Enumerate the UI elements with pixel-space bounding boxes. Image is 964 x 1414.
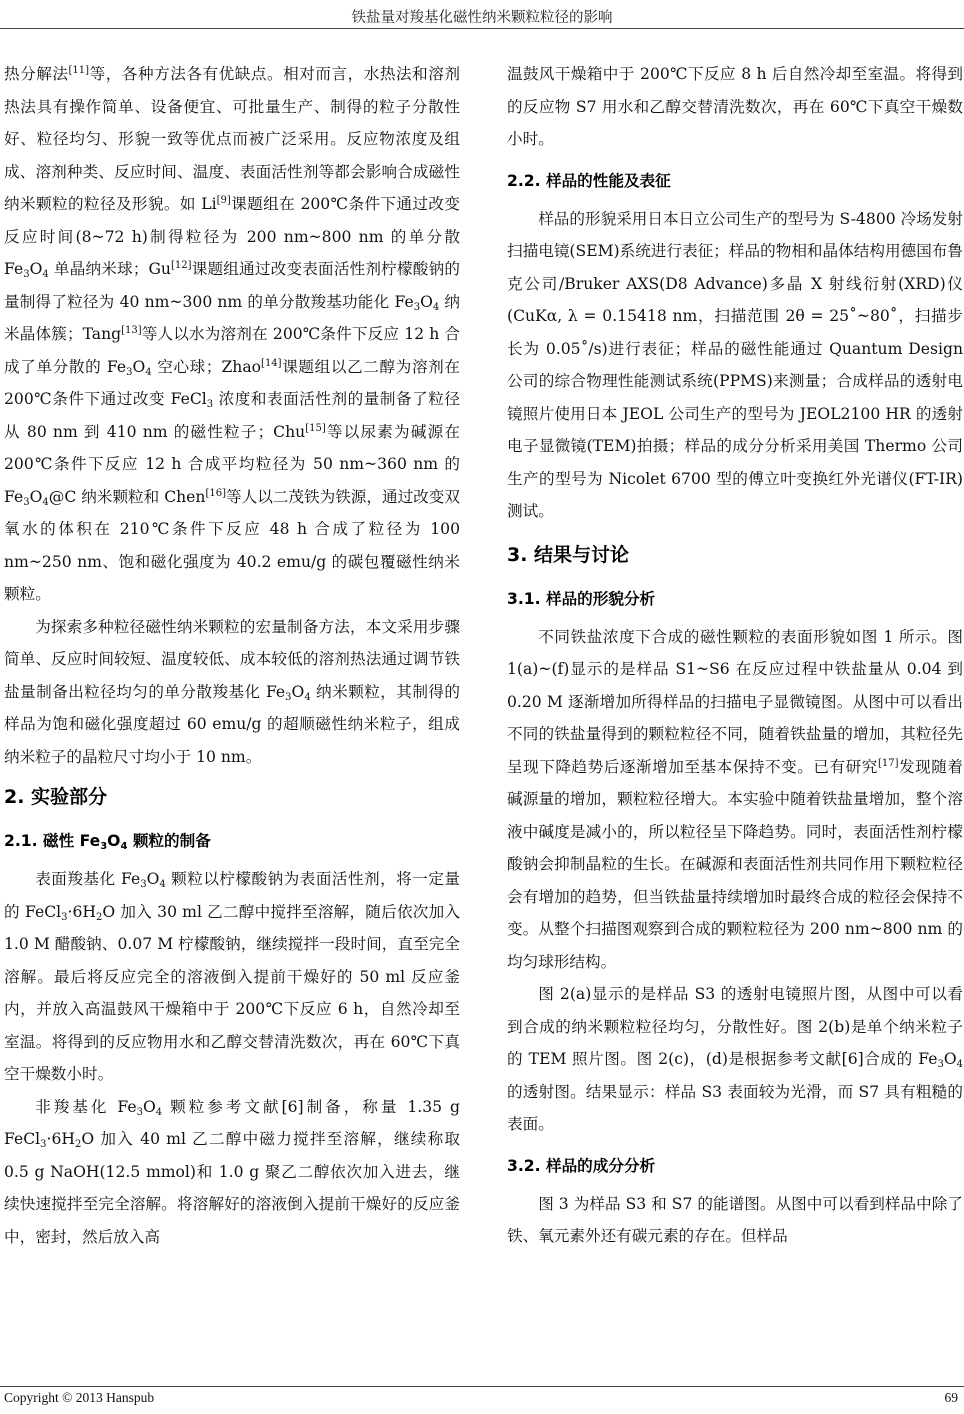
left-column bbox=[4, 58, 460, 1253]
paragraph-carboxylated-synthesis: 表面羧基化 $Fe_3O_4$ 颗粒以柠檬酸钠为表面活性剂，将一定量的 $FeCl_3\cdot 6H_2O$ 加入 30 ml 乙二醇中搅拌至溶解，随后依次加入 1.0 M 醋酸钠、0.07 M 柠檬酸钠，继续搅拌一段时间，直至完全溶解。最后将反应完全的溶液倒入提前干燥好的 50 ml 反应釜内，并放入高温鼓风干燥箱中于 200℃下反应 6 h，自然冷却至室温。将得到的反应物用水和乙醇交替清洗数次，再在 60℃下真空干燥数小时。 bbox=[4, 870, 460, 1083]
page-number: 69 bbox=[944, 1390, 958, 1405]
subsection-heading-morphology: 3.1. 样品的形貌分析 bbox=[507, 589, 656, 608]
footer-divider bbox=[0, 1386, 964, 1387]
subsection-heading-composition: 3.2. 样品的成分分析 bbox=[507, 1156, 656, 1175]
paragraph-characterization: 样品的形貌采用日本日立公司生产的型号为 S-4800 冷场发射扫描电镜(SEM)系统进行表征；样品的物相和晶体结构用德国布鲁克公司/Bruker AXS(D8 Advance)多晶 X 射线衍射(XRD)仪(CuKα, λ = 0.15418 nm，扫描范围 2θ = 25˚~80˚，扫描步长为 0.05˚/s)进行表征；样品的磁性能通过 Quantum Design 公司的综合物理性能测试系统(PPMS)来测量；合成样品的透射电镜照片使用日本 JEOL 公司生产的型号为 JEOL2100 HR 的透射电子显微镜(TEM)拍摄；样品的成分分析采用美国 Thermo 公司生产的型号为 Nicolet 6700 型的傅立叶变换红外光谱仪(FT-IR)测试。 bbox=[507, 209, 963, 520]
right-column bbox=[507, 58, 963, 1253]
section-heading-experiment: 2. 实验部分 bbox=[4, 786, 108, 808]
paragraph-synthesis-continued: 温鼓风干燥箱中于 200℃下反应 8 h 后自然冷却至室温。将得到的反应物 S7 用水和乙醇交替清洗数次，再在 60℃下真空干燥数小时。 bbox=[507, 65, 963, 148]
paragraph-intro-methods: 热分解法[11]等，各种方法各有优缺点。相对而言，水热法和溶剂热法具有操作简单、设备便宜、可批量生产、制得的粒子分散性好、粒径均匀、形貌一致等优点而被广泛采用。反应物浓度及组成、溶剂种类、反应时间、温度、表面活性剂等都会影响合成磁性纳米颗粒的粒径及形貌。如 Li[9]课题组在 200℃条件下通过改变反应时间(8~72 h)制得粒径为 200 nm~800 nm 的单分散 $Fe_3O_4$ 单晶纳米球；Gu[12]课题组通过改变表面活性剂柠檬酸钠的量制得了粒径为 40 nm~300 nm 的单分散羧基功能化 $Fe_3O_4$ 纳米晶体簇；Tang[13]等人以水为溶剂在 200℃条件下反应 12 h 合成了单分散的 $Fe_3O_4$ 空心球；Zhao[14]课题组以乙二醇为溶剂在 200℃条件下通过改变 FeCl$_3$ 浓度和表面活性剂的量制备了粒径从 80 nm 到 410 nm 的磁性粒子；Chu[15]等以尿素为碱源在 200℃条件下反应 12 h 合成平均粒径为 50 nm~360 nm 的 $Fe_3O_4@C$ 纳米颗粒和 Chen[16]等人以二茂铁为铁源，通过改变双氧水的体积在 210℃条件下反应 48 h 合成了粒径为 100 nm~250 nm、饱和磁化强度为 40.2 emu/g 的碳包覆磁性纳米颗粒。 bbox=[4, 65, 460, 603]
paragraph-purpose: 为探索多种粒径磁性纳米颗粒的宏量制备方法，本文采用步骤简单、反应时间较短、温度较低、成本较低的溶剂热法通过调节铁盐量制备出粒径均匀的单分散羧基化 $Fe_3O_4$ 纳米颗粒，其制得的样品为饱和磁化强度超过 60 emu/g 的超顺磁性纳米粒子，组成纳米粒子的晶粒尺寸均小于 10 nm。 bbox=[4, 617, 460, 766]
paragraph-morphology-sem: 不同铁盐浓度下合成的磁性颗粒的表面形貌如图 1 所示。图 1(a)~(f)显示的是样品 S1~S6 在反应过程中铁盐量从 0.04 到 0.20 M 逐渐增加所得样品的扫描电子显微镜图。从图中可以看出不同的铁盐量得到的颗粒粒径不同，随着铁盐量的增加，其粒径先呈现下降趋势后逐渐增加至基本保持不变。已有研究[17]发现随着碱源量的增加，颗粒粒径增大。本实验中随着铁盐量增加，整个溶液中碱度是减小的，所以粒径呈下降趋势。同时，表面活性剂柠檬酸钠会抑制晶粒的生长。在碱源和表面活性剂共同作用下颗粒粒径会有增加的趋势，但当铁盐量持续增加时最终合成的粒径会保持不变。从整个扫描图观察到合成的颗粒粒径为 200 nm~800 nm 的均匀球形结构。 bbox=[507, 627, 963, 971]
section-heading-results: 3. 结果与讨论 bbox=[507, 543, 630, 566]
subsection-heading-characterization: 2.2. 样品的性能及表征 bbox=[507, 171, 671, 190]
paragraph-composition: 图 3 为样品 S3 和 S7 的能谱图。从图中可以看到样品中除了铁、氧元素外还有碳元素的存在。但样品 bbox=[507, 1194, 963, 1245]
running-header: 铁盐量对羧基化磁性纳米颗粒粒径的影响 bbox=[351, 10, 613, 26]
paragraph-non-carboxylated-synthesis: 非羧基化 $Fe_3O_4$ 颗粒参考文献[6]制备，称量 1.35 g $FeCl_3\cdot 6H_2O$ 加入 40 ml 乙二醇中磁力搅拌至溶解，继续称取 0.5 g NaOH(12.5 mmol)和 1.0 g 聚乙二醇依次加入进去，继续快速搅拌至完全溶解。将溶解好的溶液倒入提前干燥好的反应釜中，密封，然后放入高 bbox=[4, 1097, 460, 1246]
paragraph-morphology-tem: 图 2(a)显示的是样品 S3 的透射电镜照片图，从图中可以看到合成的纳米颗粒粒径均匀，分散性好。图 2(b)是单个纳米粒子的 TEM 照片图。图 2(c)，(d)是根据参考文献[6]合成的 $Fe_3O_4$ 的透射图。结果显示：样品 S3 表面较为光滑，而 S7 具有粗糙的表面。 bbox=[507, 985, 963, 1133]
subsection-heading-preparation: 2.1. 磁性 $Fe_3O_4$ 颗粒的制备 bbox=[4, 832, 211, 852]
copyright-notice: Copyright © 2013 Hanspub bbox=[4, 1390, 155, 1405]
header-divider bbox=[0, 28, 964, 29]
